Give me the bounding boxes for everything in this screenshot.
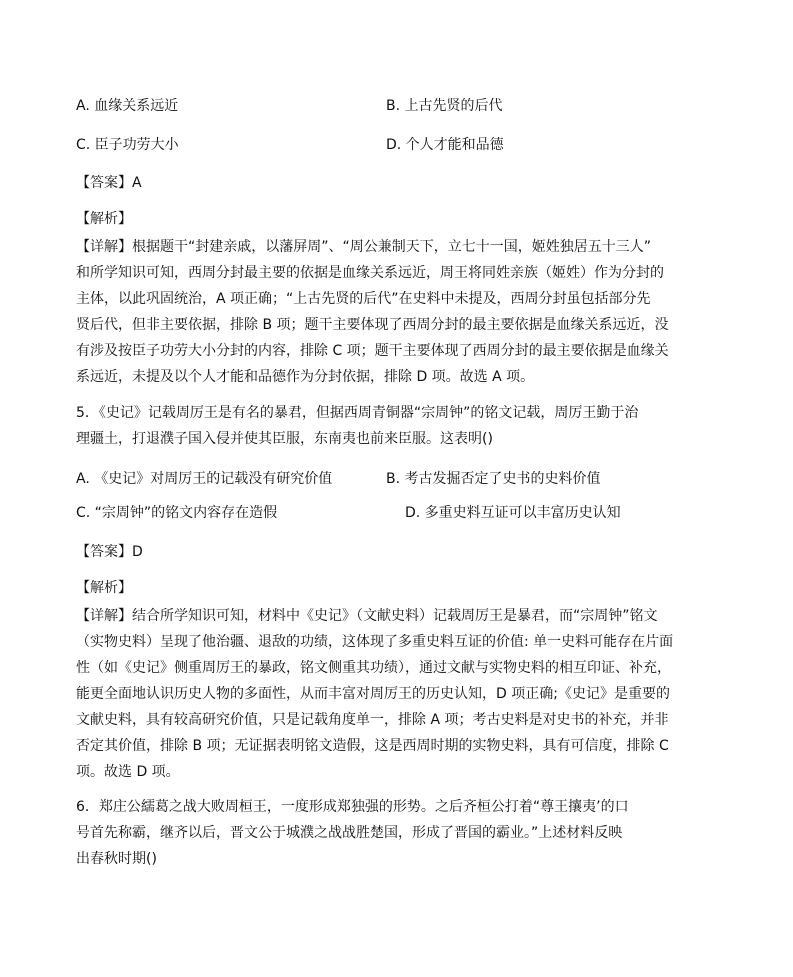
- q4-option-a: A. 血缘关系远近: [76, 98, 179, 114]
- q5-option-c: C. “宗周钟”的铭文内容存在造假: [76, 505, 278, 521]
- q4-option-b: B. 上古先贤的后代: [386, 98, 503, 114]
- q4-detail-line: 贤后代，但非主要依据，排除 B 项；题干主要体现了西周分封的最主要依据是血缘关系远近，没: [76, 317, 669, 333]
- q4-detail-line: 和所学知识可知，西周分封最主要的依据是血缘关系远近，周王将同姓亲族（姬姓）作为分封的: [76, 265, 664, 281]
- q4-option-c: C. 臣子功劳大小: [76, 137, 179, 153]
- q4-analysis-title: 【解析】: [76, 211, 132, 227]
- q4-option-d: D. 个人才能和品德: [386, 137, 504, 153]
- q5-stem: [76, 400, 676, 452]
- q5-detail-line: 【详解】结合所学知识可知，材料中《史记》（文献史料）记载周厉王是暴君，而“宗周钟”铭文: [76, 608, 658, 624]
- q5-answer: 【答案】D: [76, 544, 143, 560]
- q5-detail-line: 项。故选 D 项。: [76, 764, 180, 780]
- q5-detail-line: 性（如《史记》侧重周厉王的暴政，铭文侧重其功绩），通过文献与实物史料的相互印证、补充，: [76, 660, 671, 676]
- q5-option-d: D. 多重史料互证可以丰富历史认知: [405, 505, 621, 521]
- q6-stem-line: 号首先称霸，继齐以后，晋文公于城濮之战战胜楚国，形成了晋国的霸业。”上述材料反映: [76, 825, 623, 841]
- q5-detail-line: （实物史料）呈现了他治疆、退敌的功绩，这体现了多重史料互证的价值: 单一史料可能存在片面: [76, 634, 674, 650]
- q4-detail: [76, 234, 676, 390]
- q4-answer: 【答案】A: [76, 175, 142, 191]
- q5-analysis-title: 【解析】: [76, 580, 132, 596]
- q5-option-b: B. 考古发掘否定了史书的史料价值: [386, 471, 601, 487]
- q6-stem-line: 6．郑庄公繻葛之战大败周桓王，一度形成郑独强的形势。之后齐桓公打着“尊王攘夷’的口: [76, 799, 629, 815]
- q5-detail-line: 文献史料，具有较高研究价值，只是记载角度单一，排除 A 项；考古史料是对史书的补充，并非: [76, 712, 669, 728]
- q4-detail-line: 主体，以此巩固统治，A 项正确；“上古先贤的后代”在史料中未提及，西周分封虽包括部分先: [76, 291, 651, 307]
- q5-stem-line: 5．《史记》记载周厉王是有名的暴君，但据西周青铜器“宗周钟”的铭文记载，周厉王勤于治: [76, 405, 639, 421]
- q6-stem: [76, 794, 676, 872]
- q4-detail-line: 系远近，未提及以个人才能和品德作为分封依据，排除 D 项。故选 A 项。: [76, 369, 535, 385]
- q5-option-a: A. 《史记》对周厉王的记载没有研究价值: [76, 471, 333, 487]
- q6-stem-line: 出春秋时期(): [76, 851, 157, 867]
- q5-detail-line: 能更全面地认识历史人物的多面性，从而丰富对周厉王的历史认知，D 项正确;《史记》是重要的: [76, 686, 670, 702]
- q4-detail-line: 【详解】根据题干“封建亲戚，以藩屏周”、“周公兼制天下，立七十一国，姬姓独居五十三人”: [76, 239, 652, 255]
- q5-detail: [76, 603, 676, 785]
- q5-stem-line: 理疆土，打退濮子国入侵并使其臣服，东南夷也前来臣服。这表明(): [76, 431, 493, 447]
- q4-detail-line: 有涉及按臣子功劳大小分封的内容，排除 C 项；题干主要体现了西周分封的最主要依据是血缘关: [76, 343, 669, 359]
- q5-detail-line: 否定其价值，排除 B 项；无证据表明铭文造假，这是西周时期的实物史料，具有可信度，排除 C: [76, 738, 669, 754]
